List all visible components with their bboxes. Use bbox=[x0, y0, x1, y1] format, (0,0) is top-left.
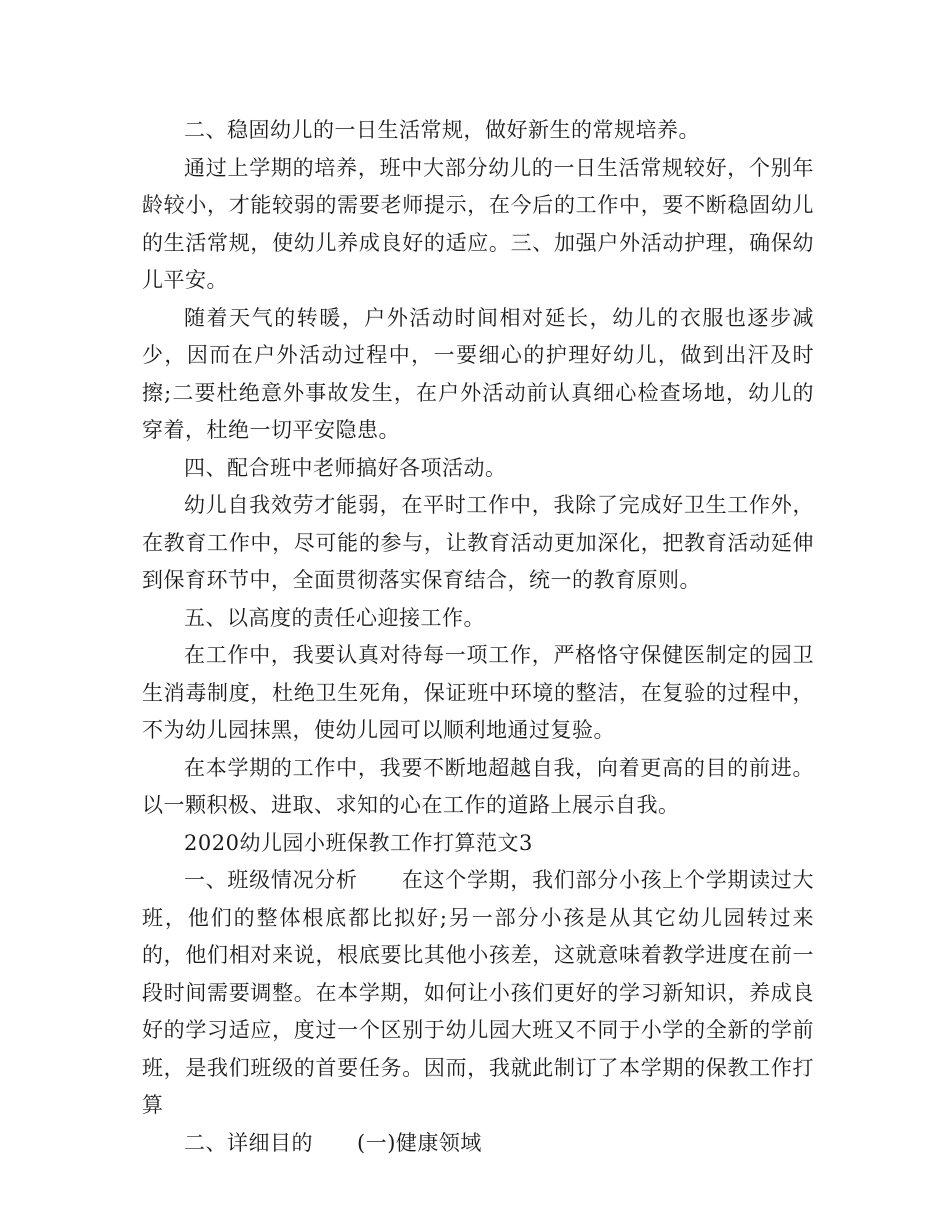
paragraph-cooperate-heading: 四、配合班中老师搞好各项活动。 bbox=[184, 455, 507, 480]
paragraph-detailed-goals bbox=[142, 1125, 814, 1163]
paragraph-responsibility-body: 在工作中，我要认真对待每一项工作，严格恪守保健医制定的园卫生消毒制度，杜绝卫生死角，保证班中环境的整洁，在复验的过程中，不为幼儿园抹黑，使幼儿园可以顺利地通过复验。 bbox=[142, 643, 814, 742]
paragraph-class-analysis bbox=[142, 862, 814, 1125]
paragraph-routine-body: 通过上学期的培养，班中大部分幼儿的一日生活常规较好，个别年龄较小，才能较弱的需要老师提示，在今后的工作中，要不断稳固幼儿的生活常规，使幼儿养成良好的适应。三、加强户外活动护理，确保幼儿平安。 bbox=[142, 155, 814, 292]
detailed-goals-heading: 二、详细目的 bbox=[184, 1130, 313, 1155]
paragraph-outdoor-care: 随着天气的转暖，户外活动时间相对延长，幼儿的衣服也逐步减少，因而在户外活动过程中，一要细心的护理好幼儿，做到出汗及时擦;二要杜绝意外事故发生，在户外活动前认真细心检查场地，幼儿的穿着，杜绝一切平安隐患。 bbox=[142, 305, 814, 442]
paragraph-cooperate-body: 幼儿自我效劳才能弱，在平时工作中，我除了完成好卫生工作外，在教育工作中，尽可能的参与，让教育活动更加深化，把教育活动延伸到保育环节中，全面贯彻落实保育结合，统一的教育原则。 bbox=[142, 493, 814, 592]
paragraph-routine-heading: 二、稳固幼儿的一日生活常规，做好新生的常规培养。 bbox=[184, 118, 700, 142]
class-analysis-body: 在这个学期，我们部分小孩上个学期读过大班，他们的整体根底都比拟好;另一部分小孩是从其它幼儿园转过来的，他们相对来说，根底要比其他小孩差，这就意味着教学进度在前一段时间需要调整。在本学期，如何让小孩们更好的学习新知识，养成良好的学习适应，度过一个区别于幼儿园大班又不同于小学的全新的学前班，是我们班级的首要任务。因而，我就此制订了本学期的保教工作打算 bbox=[142, 868, 815, 1117]
paragraph-semester-goal: 在本学期的工作中，我要不断地超越自我，向着更高的目的前进。以一颗积极、进取、求知的心在工作的道路上展示自我。 bbox=[142, 755, 814, 817]
document-body bbox=[142, 112, 814, 1162]
paragraph-responsibility-heading: 五、以高度的责任心迎接工作。 bbox=[184, 605, 485, 630]
class-analysis-heading: 一、班级情况分析 bbox=[184, 868, 358, 892]
paragraph-sample-title: 2020幼儿园小班保教工作打算范文3 bbox=[184, 830, 533, 855]
health-domain-subheading: (一)健康领域 bbox=[357, 1130, 482, 1155]
